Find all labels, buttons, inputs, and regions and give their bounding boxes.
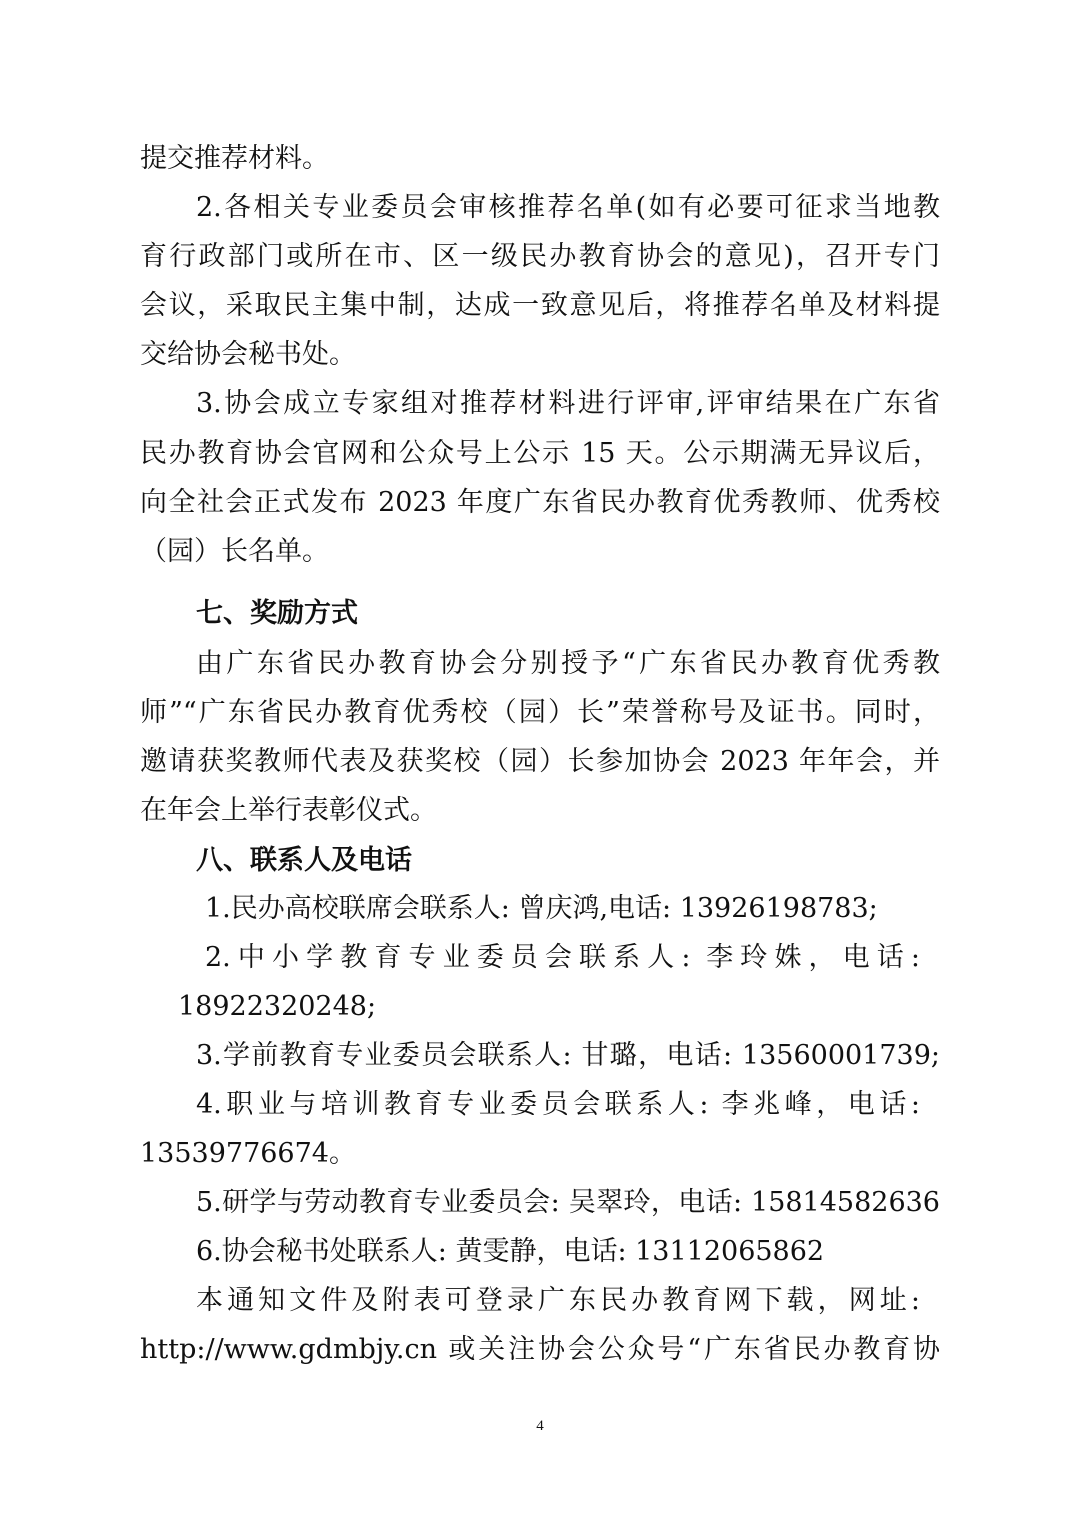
body-line-01: 提交推荐材料。 xyxy=(140,143,329,174)
body-line-13: 邀请获奖教师代表及获奖校（园）长参加协会 2023 年年会，并 xyxy=(140,746,940,777)
contact-line-6: 6.协会秘书处联系人: 黄雯静，电话: 13112065862 xyxy=(196,1236,825,1267)
contact-line-4: 4.职业与培训教育专业委员会联系人: 李兆峰，电话: xyxy=(196,1089,920,1120)
page-number: 4 xyxy=(536,1418,544,1434)
body-line-11: 由广东省民办教育协会分别授予“广东省民办教育优秀教 xyxy=(196,648,940,679)
body-line-09: （园）长名单。 xyxy=(140,536,329,567)
body-line-12: 师”“广东省民办教育优秀校（园）长”荣誉称号及证书。同时， xyxy=(140,697,940,728)
contact-line-2-phone: 18922320248; xyxy=(178,991,377,1022)
body-line-08: 向全社会正式发布 2023 年度广东省民办教育优秀教师、优秀校 xyxy=(140,487,940,518)
contact-line-1: 1.民办高校联席会联系人: 曾庆鸿,电话: 13926198783; xyxy=(205,893,878,924)
body-line-05: 交给协会秘书处。 xyxy=(140,339,356,370)
contact-line-3: 3.学前教育专业委员会联系人: 甘璐，电话: 13560001739; xyxy=(196,1040,940,1071)
body-line-04: 会议，采取民主集中制，达成一致意见后，将推荐名单及材料提 xyxy=(140,290,940,321)
section-heading-seven: 七、奖励方式 xyxy=(196,598,358,629)
body-line-07: 民办教育协会官网和公众号上公示 15 天。公示期满无异议后， xyxy=(140,438,940,469)
body-line-02: 2.各相关专业委员会审核推荐名单(如有必要可征求当地教 xyxy=(196,192,940,223)
body-line-24: 本通知文件及附表可登录广东民办教育网下载，网址: xyxy=(196,1285,920,1316)
body-line-25-url[interactable]: http://www.gdmbjy.cn 或关注协会公众号“广东省民办教育协 xyxy=(140,1334,940,1365)
section-heading-eight: 八、联系人及电话 xyxy=(196,845,412,876)
contact-line-5: 5.研学与劳动教育专业委员会: 吴翠玲，电话: 15814582636 xyxy=(196,1187,940,1218)
body-line-03: 育行政部门或所在市、区一级民办教育协会的意见)，召开专门 xyxy=(140,241,940,272)
body-line-14: 在年会上举行表彰仪式。 xyxy=(140,795,437,826)
contact-line-2: 2.中小学教育专业委员会联系人: 李玲姝，电话: xyxy=(205,942,920,973)
body-line-06: 3.协会成立专家组对推荐材料进行评审,评审结果在广东省 xyxy=(196,388,940,419)
contact-line-4-phone: 13539776674。 xyxy=(140,1138,356,1169)
